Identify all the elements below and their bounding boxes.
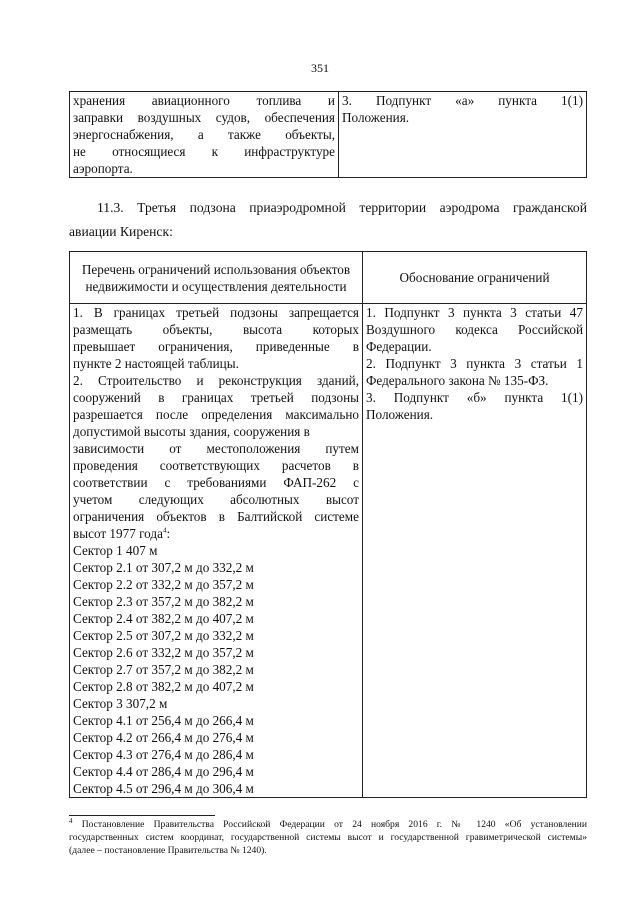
restrictions-cell [70,304,363,798]
justification-line: Федерального закона № 135-ФЗ. [366,373,549,388]
justification-line: Положения. [366,407,434,422]
continued-left-line: аэропорта. [73,161,133,176]
justification-cell [363,304,587,798]
sector-line: Сектор 2.7 от 357,2 м до 382,2 м [73,662,254,677]
restriction-line: допустимой высоты здания, сооружения в [73,424,310,439]
sector-line: Сектор 4.3 от 276,4 м до 286,4 м [73,747,254,762]
restriction-line: соответствии с требованиями ФАП-262 с [73,475,359,490]
restriction-line: превышает ограничения, приведенные в [73,339,359,354]
section-heading-line: авиации Киренск: [69,224,173,239]
sector-line: Сектор 2.3 от 357,2 м до 382,2 м [73,594,254,609]
justification-line: 3. Подпункт «б» пункта 1(1) [366,390,583,405]
restriction-line: сооружений в границах третьей подзоны [73,390,359,405]
sector-line: Сектор 4.2 от 266,4 м до 276,4 м [73,730,254,745]
justification-line: Федерации. [366,339,432,354]
sector-line: Сектор 2.5 от 307,2 м до 332,2 м [73,628,254,643]
restriction-line-text: высот 1977 года [73,526,163,541]
restriction-line: зависимости от местоположения путем [73,441,359,456]
restriction-line: ограничения объектов в Балтийской системе [73,509,359,524]
sector-line: Сектор 2.6 от 332,2 м до 357,2 м [73,645,254,660]
sector-line: Сектор 1 407 м [73,543,158,558]
header-restrictions-list: Перечень ограничений использования объектов недвижимости и осуществления деятельности [70,252,363,304]
page-number: 351 [311,61,329,75]
continued-right-cell [339,92,587,178]
continued-left-line: хранения авиационного топлива и [73,93,335,108]
footnote-marker: 4 [69,816,73,825]
justification-line: Воздушного кодекса Российской [366,322,583,337]
restriction-line-suffix: : [166,526,171,541]
continued-left-line: энергоснабжения, а также объекты, [73,127,335,142]
restriction-line: проведения соответствующих расчетов в [73,458,359,473]
footnote-reference: 4 [162,526,167,535]
restrictions-table [69,251,587,798]
continued-left-line: заправки воздушных судов, обеспечения [73,110,335,125]
continued-right-line: Положения. [342,110,410,125]
restriction-line: размещать объекты, высота которых [73,322,359,337]
continued-table [69,91,587,178]
sector-line: Сектор 4.1 от 256,4 м до 266,4 м [73,713,254,728]
footnote [69,818,587,857]
section-heading-line: 11.3. Третья подзона приаэродромной территории аэродрома гражданской [97,200,587,215]
restriction-line: 1. В границах третьей подзоны запрещается [73,305,359,320]
sector-line: Сектор 2.4 от 382,2 м до 407,2 м [73,611,254,626]
footnote-line: (далее – постановление Правительства № 1240). [69,845,267,856]
sector-line: Сектор 4.5 от 296,4 м до 306,4 м [73,781,254,796]
restriction-line: учетом следующих абсолютных высот [73,492,359,507]
restriction-line: пункте 2 настоящей таблицы. [73,356,239,371]
continued-left-line: не относящиеся к инфраструктуре [73,144,335,159]
restriction-line [73,525,359,542]
sector-line: Сектор 2.8 от 382,2 м до 407,2 м [73,679,254,694]
sector-line: Сектор 3 307,2 м [73,696,168,711]
continued-left-cell [70,92,339,178]
restriction-line: разрешается после определения максимально [73,407,359,422]
footnote-line: государственных систем координат, государственной системы высот и государственной гравиметрической системы» [69,832,587,843]
footnote-line [69,818,587,831]
header-justification: Обоснование ограничений [363,252,587,304]
continued-right-line: 3. Подпункт «а» пункта 1(1) [342,93,583,108]
sector-line: Сектор 2.1 от 307,2 м до 332,2 м [73,560,254,575]
sector-line: Сектор 4.4 от 286,4 м до 296,4 м [73,764,254,779]
justification-line: 2. Подпункт 3 пункта 3 статьи 1 [366,356,583,371]
restriction-line: 2. Строительство и реконструкция зданий, [73,373,359,388]
sector-line: Сектор 2.2 от 332,2 м до 357,2 м [73,577,254,592]
justification-line: 1. Подпункт 3 пункта 3 статьи 47 [366,305,583,320]
footnote-line-text: Постановление Правительства Российской Федерации от 24 ноября 2016 г. № 1240 «Об установлении [81,819,587,830]
footnote-separator [69,815,215,816]
